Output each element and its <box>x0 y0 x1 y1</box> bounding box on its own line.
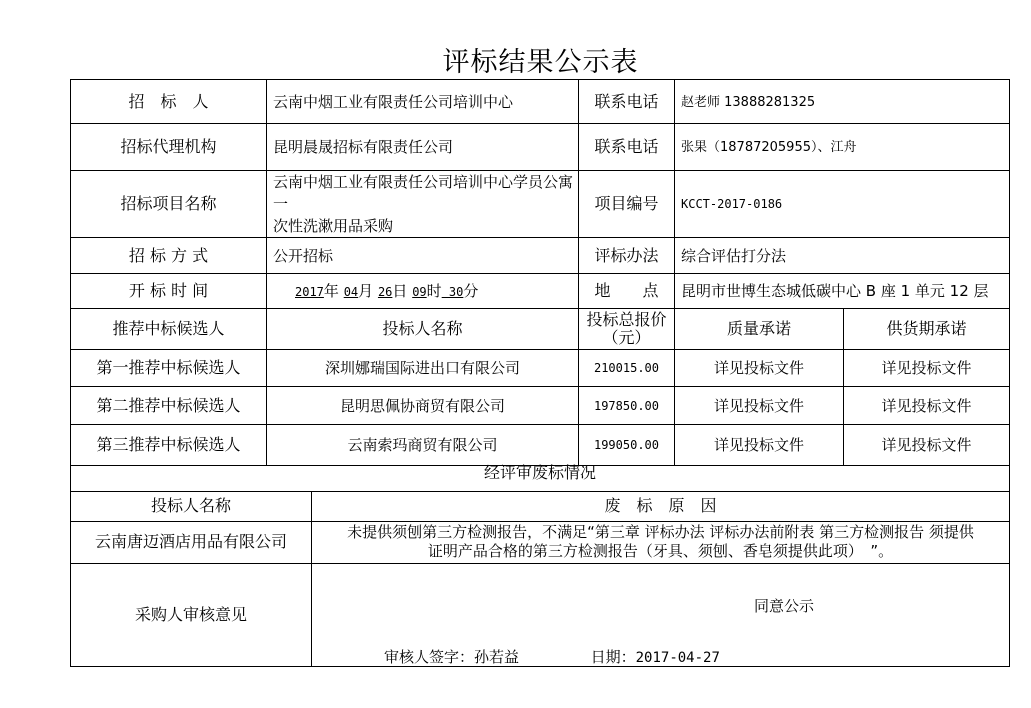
review-row <box>71 563 1010 666</box>
time-year: 2017 <box>295 284 324 299</box>
agency-label: 招标代理机构 <box>71 124 267 171</box>
row-time <box>71 274 1010 309</box>
project-line-2: 次性洗漱用品采购 <box>273 217 394 235</box>
candidate-quality: 详见投标文件 <box>675 387 844 425</box>
candidate-rank: 第一推荐中标候选人 <box>71 350 267 387</box>
project-no-value: KCCT-2017-0186 <box>675 171 1010 238</box>
header-quality: 质量承诺 <box>675 309 844 350</box>
dq-reason-line-1: 未提供须刨第三方检测报告，不满足“第三章 评标办法 评标办法前附表 第三方检测报告 须提供 <box>347 523 974 541</box>
location-label: 地 点 <box>579 274 675 309</box>
header-dq-reason: 废 标 原 因 <box>312 491 1010 521</box>
candidate-bidder: 云南索玛商贸有限公司 <box>267 425 579 466</box>
time-year-unit: 年 <box>323 281 339 300</box>
contact2-value <box>675 124 1010 171</box>
candidate-row <box>71 350 1010 387</box>
candidate-price: 199050.00 <box>579 425 675 466</box>
tenderer-value: 云南中烟工业有限责任公司培训中心 <box>267 80 579 124</box>
location-value: 昆明市世博生态城低碳中心 B 座 1 单元 12 层 <box>675 274 1010 309</box>
time-minute-unit: 分 <box>463 281 479 300</box>
time-day: 26 <box>377 284 393 299</box>
agency-value: 昆明晨晟招标有限责任公司 <box>267 124 579 171</box>
dq-bidder: 云南唐迈酒店用品有限公司 <box>71 521 312 563</box>
header-rank: 推荐中标候选人 <box>71 309 267 350</box>
candidate-price: 210015.00 <box>579 350 675 387</box>
review-signature-line <box>384 647 720 668</box>
contact2-text: 张果（18787205955）、江舟 <box>681 140 857 155</box>
time-minute: 30 <box>441 284 464 299</box>
candidate-quality: 详见投标文件 <box>675 350 844 387</box>
tenderer-label: 招 标 人 <box>71 80 267 124</box>
candidate-rank: 第三推荐中标候选人 <box>71 425 267 466</box>
date-label: 日期： <box>590 647 636 666</box>
contact1-value <box>675 80 1010 124</box>
disqualification-table <box>70 455 1010 667</box>
time-month: 04 <box>343 284 359 299</box>
candidate-delivery: 详见投标文件 <box>844 425 1010 466</box>
header-price-line1: 投标总报价 <box>586 310 667 329</box>
time-label: 开 标 时 间 <box>71 274 267 309</box>
candidate-row <box>71 387 1010 425</box>
method-value: 公开招标 <box>267 238 579 274</box>
candidates-header-row <box>71 309 1010 350</box>
project-line-1: 云南中烟工业有限责任公司培训中心学员公寓一 <box>273 173 574 213</box>
candidate-quality: 详见投标文件 <box>675 425 844 466</box>
contact1-label: 联系电话 <box>579 80 675 124</box>
header-price <box>579 309 675 350</box>
review-date: 2017-04-27 <box>635 649 720 666</box>
row-method <box>71 238 1010 274</box>
bid-info-table <box>70 79 1010 466</box>
time-hour: 09 <box>412 284 427 299</box>
header-delivery: 供货期承诺 <box>844 309 1010 350</box>
contact1-text: 赵老师 13888281325 <box>681 94 816 110</box>
eval-value: 综合评估打分法 <box>675 238 1010 274</box>
disqualified-section-title: 经评审废标情况 <box>71 455 1010 491</box>
project-no-label: 项目编号 <box>579 171 675 238</box>
disqualified-section-row <box>71 455 1010 491</box>
signer-name: 孙若益 <box>474 647 520 666</box>
dq-reason <box>312 521 1010 563</box>
time-value <box>267 274 579 309</box>
page-title: 评标结果公示表 <box>442 47 639 78</box>
header-dq-bidder: 投标人名称 <box>71 491 312 521</box>
method-label: 招 标 方 式 <box>71 238 267 274</box>
candidate-price: 197850.00 <box>579 387 675 425</box>
candidate-bidder: 昆明思佩协商贸有限公司 <box>267 387 579 425</box>
project-value <box>267 171 579 238</box>
review-opinion: 同意公示 <box>754 596 815 615</box>
time-day-unit: 日 <box>392 281 408 300</box>
candidate-rank: 第二推荐中标候选人 <box>71 387 267 425</box>
disqualified-row <box>71 521 1010 563</box>
project-label: 招标项目名称 <box>71 171 267 238</box>
row-project <box>71 171 1010 238</box>
candidate-delivery: 详见投标文件 <box>844 350 1010 387</box>
row-tenderer <box>71 80 1010 124</box>
time-month-unit: 月 <box>358 281 374 300</box>
eval-label: 评标办法 <box>579 238 675 274</box>
signer-label: 审核人签字： <box>384 647 475 666</box>
dq-reason-line-2: 证明产品合格的第三方检测报告（牙具、须刨、香皂须提供此项） ”。 <box>427 542 894 560</box>
review-content <box>312 563 1010 666</box>
candidate-delivery: 详见投标文件 <box>844 387 1010 425</box>
review-label: 采购人审核意见 <box>71 563 312 666</box>
time-hour-unit: 时 <box>426 281 442 300</box>
header-bidder: 投标人名称 <box>267 309 579 350</box>
candidate-bidder: 深圳娜瑞国际进出口有限公司 <box>267 350 579 387</box>
row-agency <box>71 124 1010 171</box>
disqualified-header-row <box>71 491 1010 521</box>
contact2-label: 联系电话 <box>579 124 675 171</box>
header-price-line2: （元） <box>602 328 651 347</box>
